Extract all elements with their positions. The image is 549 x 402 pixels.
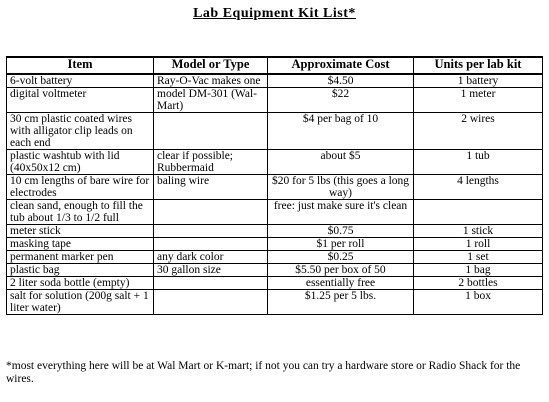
item-cell: meter stick — [7, 225, 154, 238]
table-row — [7, 74, 543, 88]
table-row — [7, 290, 543, 315]
model-cell: baling wire — [154, 175, 268, 200]
cost-cell: $20 for 5 lbs (this goes a long way) — [268, 175, 414, 200]
table-row — [7, 175, 543, 200]
units-cell: 1 bag — [414, 264, 543, 277]
cost-cell: free: just make sure it's clean — [268, 200, 414, 225]
model-cell — [154, 200, 268, 225]
units-cell — [414, 200, 543, 225]
model-cell — [154, 238, 268, 251]
cost-cell: $5.50 per box of 50 — [268, 264, 414, 277]
table-row — [7, 264, 543, 277]
table-row — [7, 150, 543, 175]
table-row — [7, 200, 543, 225]
table-row — [7, 251, 543, 264]
table-row — [7, 277, 543, 290]
units-cell: 4 lengths — [414, 175, 543, 200]
cost-cell: $22 — [268, 88, 414, 113]
units-cell: 1 set — [414, 251, 543, 264]
model-cell — [154, 277, 268, 290]
cost-cell: $1.25 per 5 lbs. — [268, 290, 414, 315]
model-cell — [154, 113, 268, 150]
item-cell: 10 cm lengths of bare wire for electrodes — [7, 175, 154, 200]
model-cell: model DM-301 (Wal-Mart) — [154, 88, 268, 113]
cost-cell: $0.75 — [268, 225, 414, 238]
equipment-table — [6, 56, 543, 315]
column-header-units: Units per lab kit — [414, 57, 543, 74]
cost-cell: essentially free — [268, 277, 414, 290]
item-cell: salt for solution (200g salt + 1 liter water) — [7, 290, 154, 315]
item-cell: masking tape — [7, 238, 154, 251]
cost-cell: $0.25 — [268, 251, 414, 264]
item-cell: 30 cm plastic coated wires with alligator clip leads on each end — [7, 113, 154, 150]
column-header-model: Model or Type — [154, 57, 268, 74]
units-cell: 1 box — [414, 290, 543, 315]
column-header-item: Item — [7, 57, 154, 74]
model-cell: Ray-O-Vac makes one — [154, 74, 268, 88]
item-cell: permanent marker pen — [7, 251, 154, 264]
table-header-row — [7, 57, 543, 74]
page-title: Lab Equipment Kit List* — [193, 6, 356, 21]
cost-cell: about $5 — [268, 150, 414, 175]
cost-cell: $4.50 — [268, 74, 414, 88]
units-cell: 2 bottles — [414, 277, 543, 290]
units-cell: 1 roll — [414, 238, 543, 251]
units-cell: 1 stick — [414, 225, 543, 238]
model-cell: 30 gallon size — [154, 264, 268, 277]
model-cell: clear if possible; Rubbermaid — [154, 150, 268, 175]
item-cell: 2 liter soda bottle (empty) — [7, 277, 154, 290]
model-cell — [154, 225, 268, 238]
units-cell: 1 meter — [414, 88, 543, 113]
model-cell: any dark color — [154, 251, 268, 264]
column-header-cost: Approximate Cost — [268, 57, 414, 74]
item-cell: 6-volt battery — [7, 74, 154, 88]
item-cell: digital voltmeter — [7, 88, 154, 113]
table-row — [7, 238, 543, 251]
item-cell: plastic washtub with lid (40x50x12 cm) — [7, 150, 154, 175]
units-cell: 2 wires — [414, 113, 543, 150]
cost-cell: $4 per bag of 10 — [268, 113, 414, 150]
table-row — [7, 225, 543, 238]
item-cell: plastic bag — [7, 264, 154, 277]
units-cell: 1 battery — [414, 74, 543, 88]
model-cell — [154, 290, 268, 315]
table-row — [7, 113, 543, 150]
table-row — [7, 88, 543, 113]
cost-cell: $1 per roll — [268, 238, 414, 251]
footnote: *most everything here will be at Wal Mart or K-mart; if not you can try a hardware store or Radio Shack for the wires. — [6, 360, 521, 385]
item-cell: clean sand, enough to fill the tub about 1/3 to 1/2 full — [7, 200, 154, 225]
units-cell: 1 tub — [414, 150, 543, 175]
